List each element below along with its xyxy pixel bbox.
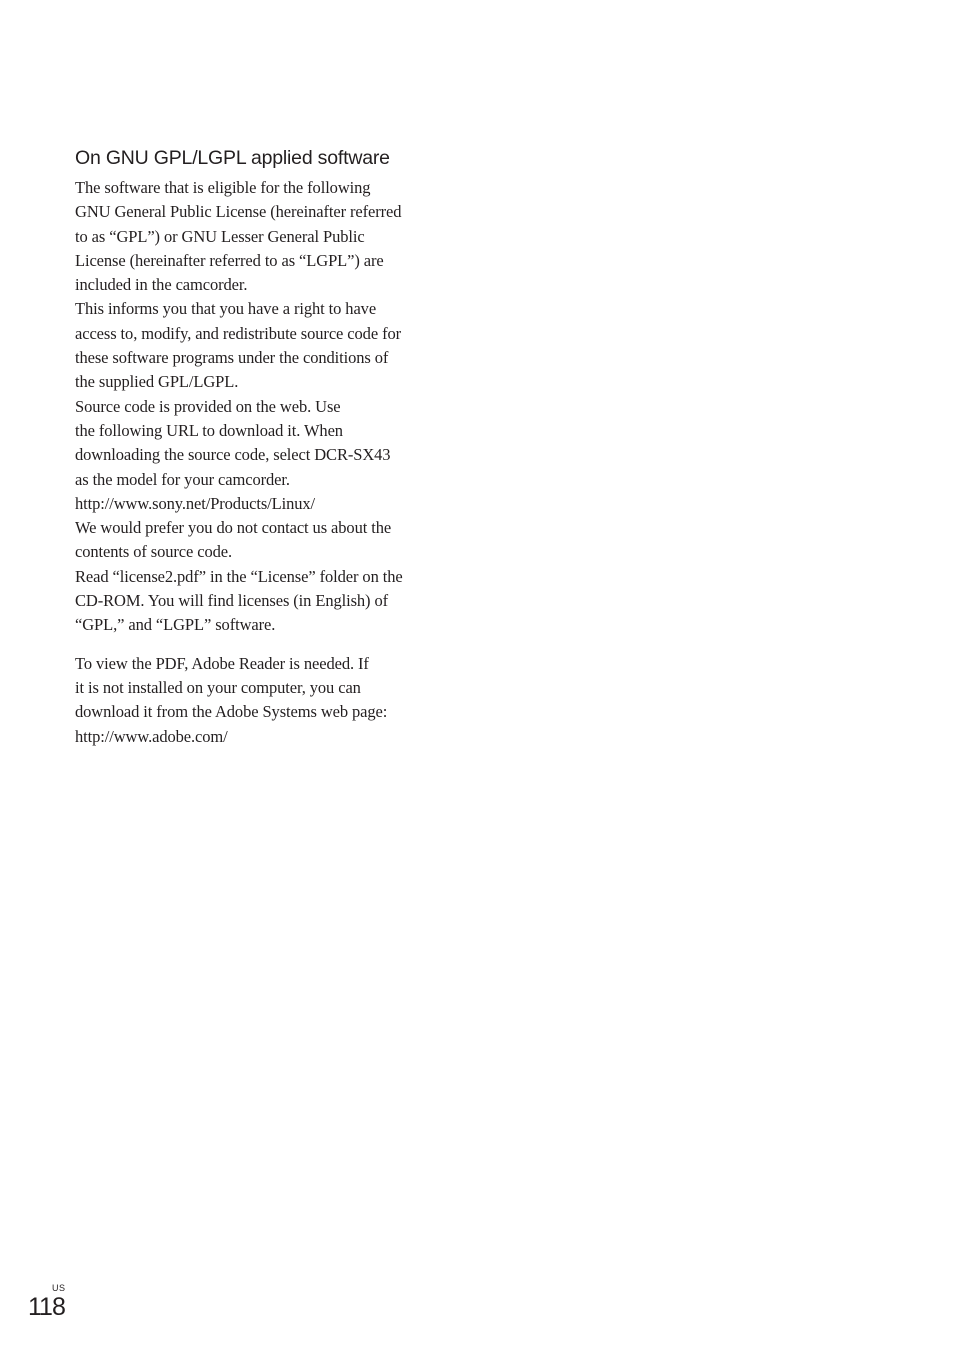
text-line: access to, modify, and redistribute source code for [75, 323, 402, 343]
text-line: This informs you that you have a right to have [75, 299, 377, 319]
text-line: Source code is provided on the web. Use [75, 396, 341, 416]
text-line: Read “license2.pdf” in the “License” folder on the [75, 566, 403, 586]
page-number: 118 [28, 1293, 65, 1321]
text-line: GNU General Public License (hereinafter referred [75, 202, 402, 222]
adobe-url: http://www.adobe.com/ [75, 726, 228, 746]
text-line: License (hereinafter referred to as “LGPL”) are [75, 250, 384, 270]
text-line: as the model for your camcorder. [75, 469, 290, 489]
text-line: “GPL,” and “LGPL” software. [75, 615, 276, 635]
text-line: included in the camcorder. [75, 275, 248, 295]
sony-source-url: http://www.sony.net/Products/Linux/ [75, 493, 316, 513]
text-line: the following URL to download it. When [75, 420, 343, 440]
text-line: to as “GPL”) or GNU Lesser General Public [75, 226, 365, 246]
adobe-paragraph [75, 652, 455, 749]
text-line: the supplied GPL/LGPL. [75, 372, 239, 392]
section-heading: On GNU GPL/LGPL applied software [75, 147, 390, 169]
text-line: downloading the source code, select DCR-SX43 [75, 445, 391, 465]
text-line: CD-ROM. You will find licenses (in English) of [75, 591, 389, 611]
text-line: it is not installed on your computer, you can [75, 677, 361, 697]
text-line: download it from the Adobe Systems web page: [75, 702, 388, 722]
text-line: contents of source code. [75, 542, 233, 562]
text-line: We would prefer you do not contact us about the [75, 518, 392, 538]
gpl-paragraph [75, 176, 455, 638]
text-line: The software that is eligible for the following [75, 178, 371, 197]
main-content [75, 144, 455, 749]
text-line: these software programs under the conditions of [75, 348, 389, 368]
text-line: To view the PDF, Adobe Reader is needed. If [75, 653, 369, 673]
region-code: US [52, 1283, 66, 1293]
